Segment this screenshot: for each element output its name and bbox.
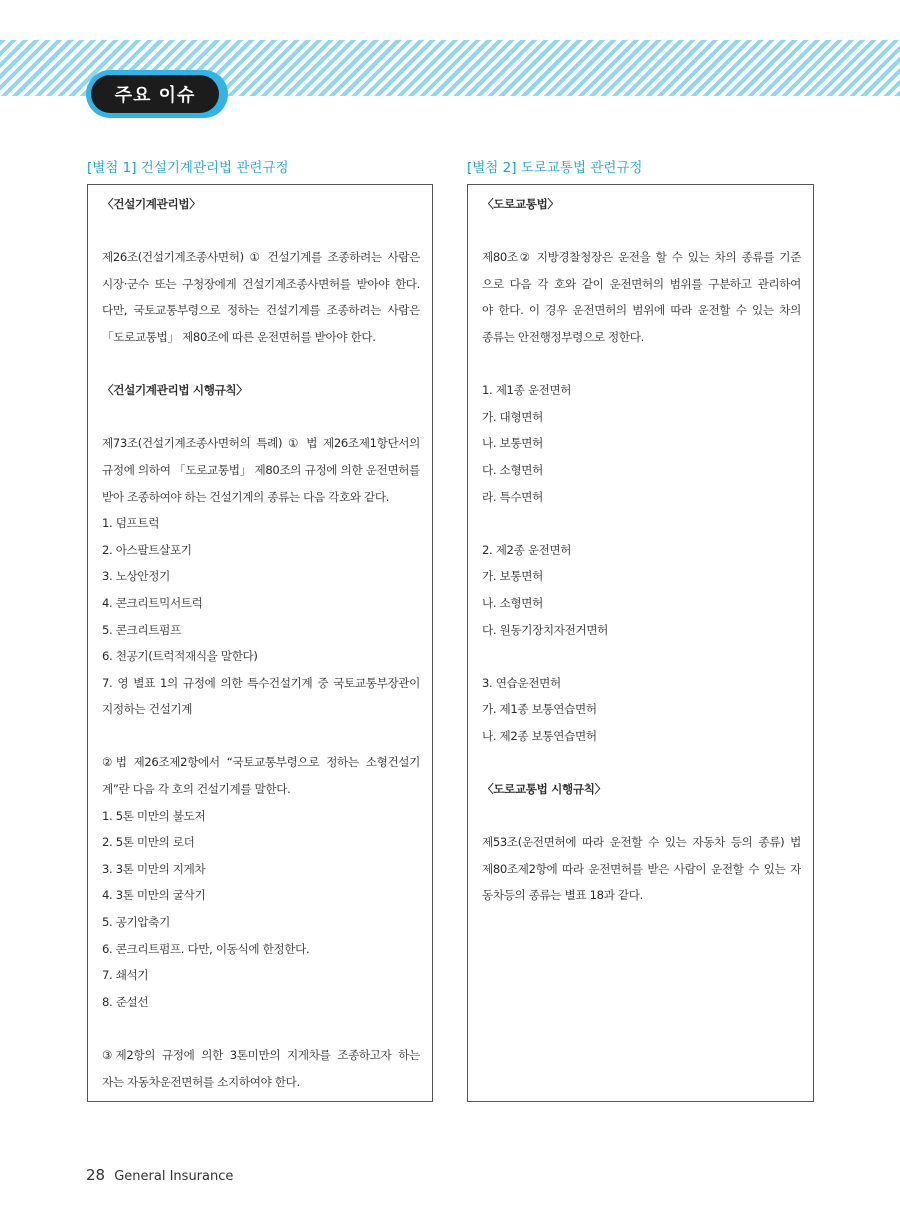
magazine-name: General Insurance (114, 1169, 234, 1184)
list-item: 6. 콘크리트펌프. 다만, 이동식에 한정한다. (102, 941, 310, 956)
list-item: 4. 3톤 미만의 굴삭기 (102, 888, 206, 903)
article-line: 시장·군수 또는 구청장에게 건설기계조종사면허를 받아야 한다. (102, 276, 420, 291)
article-line: 종류는 안전행정부령으로 정한다. (482, 329, 644, 344)
section-badge (86, 70, 228, 118)
list-item: 5. 공기압축기 (102, 915, 170, 930)
attachment1-box (87, 184, 433, 1102)
list-item: 나. 소형면허 (482, 595, 543, 610)
list-item: 2. 5톤 미만의 로더 (102, 835, 195, 850)
list-item: 7. 쇄석기 (102, 968, 149, 983)
list-item: 가. 제1종 보통연습면허 (482, 702, 597, 717)
list-item: 7. 영 별표 1의 규정에 의한 특수건설기계 중 국토교통부장관이 (102, 675, 420, 690)
law-heading: 〈건설기계관리법 시행규칙〉 (102, 383, 248, 398)
list-item: 4. 콘크리트믹서트럭 (102, 595, 203, 610)
article-line: 으로 다음 각 호와 같이 운전면허의 범위를 구분하고 관리하여 (482, 276, 801, 291)
list-item: 지정하는 건설기계 (102, 702, 193, 717)
article-line: ③제2항의 규정에 의한 3톤미만의 지게차를 조종하고자 하는 (102, 1048, 420, 1062)
list-item: 1. 덤프트럭 (102, 516, 160, 531)
list-item: 5. 콘크리트펌프 (102, 622, 181, 637)
page-number: 28 (86, 1166, 106, 1184)
article-line: 야 한다. 이 경우 운전면허의 범위에 따라 운전할 수 있는 차의 (482, 303, 801, 318)
law-heading: 〈도로교통법〉 (482, 197, 559, 211)
article-line: 다만, 국토교통부령으로 정하는 건설기계를 조종하려는 사람은 (102, 303, 420, 318)
list-item: 라. 특수면허 (482, 489, 543, 504)
article-line: ②법 제26조제2항에서 “국토교통부령으로 정하는 소형건설기 (102, 755, 420, 770)
list-item: 3. 3톤 미만의 지게차 (102, 861, 206, 876)
article-line: 「도로교통법」 제80조에 따른 운전면허를 받아야 한다. (102, 329, 376, 344)
article-line: 제73조(건설기계조종사면허의 특례) ① 법 제26조제1항단서의 (102, 436, 420, 451)
article-line: 제80조제2항에 따라 운전면허를 받은 사람이 운전할 수 있는 자 (482, 861, 801, 876)
list-item: 2. 아스팔트살포기 (102, 542, 192, 557)
list-item: 6. 천공기(트럭적재식을 말한다) (102, 649, 258, 664)
law-heading: 〈건설기계관리법〉 (102, 197, 201, 211)
article-line: 자는 자동차운전면허를 소지하여야 한다. (102, 1074, 300, 1089)
list-item: 3. 노상안정기 (102, 569, 170, 584)
article-line: 제80조② 지방경찰청장은 운전을 할 수 있는 차의 종류를 기준 (482, 250, 801, 265)
list-item: 다. 원동기장치자전거면허 (482, 622, 609, 637)
list-item: 가. 보통면허 (482, 569, 543, 584)
list-item: 2. 제2종 운전면허 (482, 542, 572, 557)
law-heading: 〈도로교통법 시행규칙〉 (482, 782, 606, 797)
article-line: 규정에 의하여 「도로교통법」 제80조의 규정에 의한 운전면허를 (102, 462, 420, 477)
list-item: 다. 소형면허 (482, 462, 543, 477)
article-line: 계”란 다음 각 호의 건설기계를 말한다. (102, 782, 291, 797)
list-item: 가. 대형면허 (482, 409, 543, 424)
article-line: 제26조(건설기계조종사면허) ① 건설기계를 조종하려는 사람은 (102, 250, 420, 265)
list-item: 나. 보통면허 (482, 436, 543, 451)
list-item: 3. 연습운전면허 (482, 675, 561, 690)
page-footer (86, 1166, 233, 1184)
article-line: 동차등의 종류는 별표 18과 같다. (482, 888, 643, 903)
article-line: 받아 조종하여야 하는 건설기계의 종류는 다음 각호와 같다. (102, 489, 390, 504)
list-item: 1. 5톤 미만의 불도저 (102, 808, 206, 823)
list-item: 1. 제1종 운전면허 (482, 383, 572, 398)
list-item: 나. 제2종 보통연습면허 (482, 728, 597, 743)
attachment1-title: [별첨 1] 건설기계관리법 관련규정 (87, 160, 289, 176)
article-line: 제53조(운전면허에 따라 운전할 수 있는 자동차 등의 종류) 법 (482, 835, 801, 850)
attachment2-box (467, 184, 814, 1102)
attachment2-title: [별첨 2] 도로교통법 관련규정 (467, 160, 643, 176)
list-item: 8. 준설선 (102, 994, 149, 1009)
section-badge-label: 주요 이슈 (91, 75, 219, 113)
